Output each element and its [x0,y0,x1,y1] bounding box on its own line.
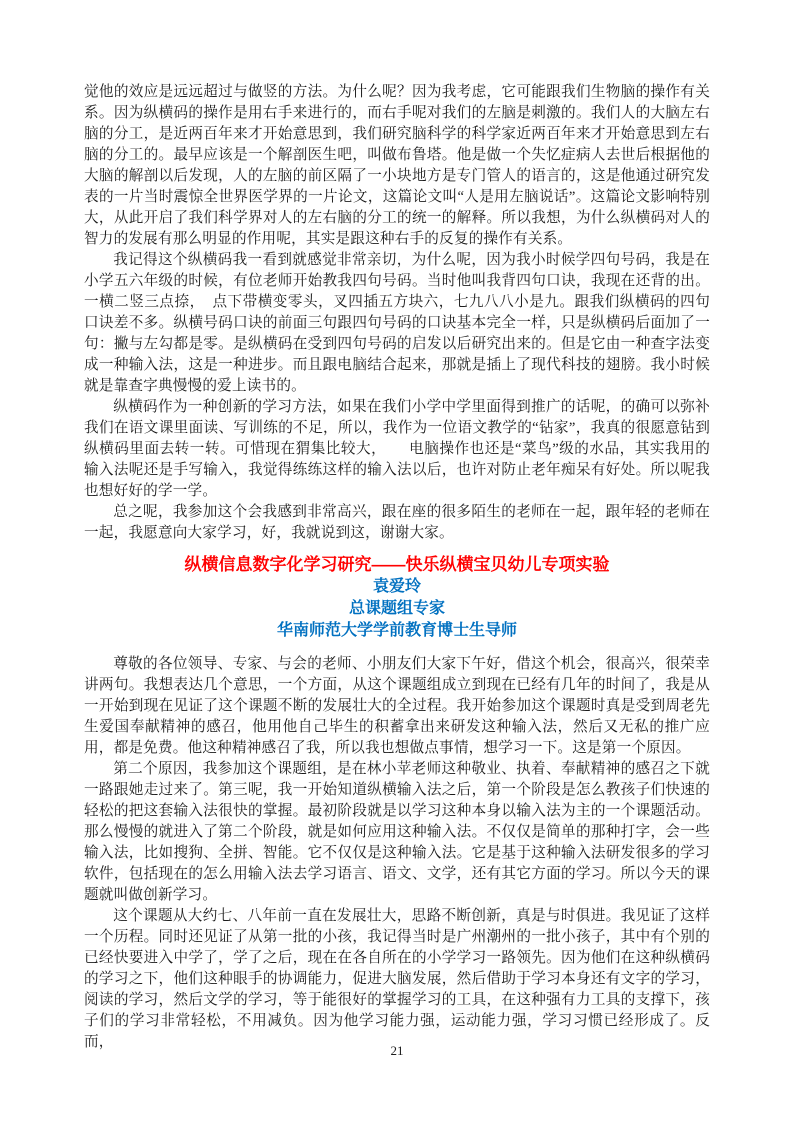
body-paragraph: 尊敬的各位领导、专家、与会的老师、小朋友们大家下午好，借这个机会，很高兴，很荣幸讲两句。我想表达几个意思，一个方面，从这个课题组成立到现在已经有几年的时间了，我是从一开始到现在见证了这个课题不断的发展壮大的全过程。我开始参加这个课题时真是受到周老先生爱国奉献精神的感召，他用他自己毕生的积蓄拿出来研发这种输入法，然后又无私的推广应用，都是免费。他这种精神感召了我，所以我也想做点事情，想学习一下。这是第一个原因。 [84,656,710,756]
body-paragraph: 总之呢，我参加这个会我感到非常高兴，跟在座的很多陌生的老师在一起，跟年轻的老师在一起，我愿意向大家学习，好，我就说到这，谢谢大家。 [84,504,710,541]
body-paragraph: 这个课题从大约七、八年前一直在发展壮大，思路不断创新，真是与时俱进。我见证了这样一个历程。同时还见证了从第一批的小孩，我记得当时是广州潮州的一批小孩子，其中有个别的已经快要进入中学了，学了之后，现在在各自所在的小学学习一路领先。因为他们在这种纵横码的学习之下，他们这种眼手的协调能力，促进大脑发展，然后借助于学习本身还有文字的学习，阅读的学习，然后文学的学习，等于能很好的掌握学习的工具，在这种强有力工具的支撑下，孩子们的学习非常轻松，不用减负。因为他学习能力强，运动能力强，学习习惯已经形成了。反而， [84,908,710,1050]
section-title: 纵横信息数字化学习研究——快乐纵横宝贝幼儿专项实验 [184,555,610,574]
body-paragraph: 纵横码作为一种创新的学习方法，如果在我们小学中学里面得到推广的话呢，的确可以弥补我们在语文课里面读、写训练的不足，所以，我作为一位语文教学的“钻家”，我真的很愿意钻到纵横码里面去转一转。可惜现在猬集比较大， 电脑操作也还是“菜鸟”级的水品，其实我用的输入法呢还是手写输入，我觉得练练这样的输入法以后，也许对防止老年痴呆有好处。所以呢我也想好好的学一学。 [84,399,710,499]
page-body [84,82,710,1053]
page-number: 21 [390,1043,404,1058]
section-heading-block [84,554,710,642]
body-paragraph: 第二个原因，我参加这个课题组，是在林小苹老师这种敬业、执着、奉献精神的感召之下就一路跟她走过来了。第三呢，我一开始知道纵横输入法之后，第一个阶段是怎么教孩子们快速的轻松的把这套输入法很快的掌握。最初阶段就是以学习这种本身以输入法为主的一个课题活动。那么慢慢的就进入了第二个阶段，就是如何应用这种输入法。不仅仅是简单的那种打字，会一些输入法，比如搜狗、全拼、智能。它不仅仅是这种输入法。它是基于这种输入法研发很多的学习软件，包括现在的怎么用输入法去学习语言、语文、文学，还有其它方面的学习。所以今天的课题就叫做创新学习。 [84,761,710,903]
author-role: 总课题组专家 [348,600,445,617]
body-paragraph: 觉他的效应是远远超过与做竖的方法。为什么呢？因为我考虑，它可能跟我们生物脑的操作有关系。因为纵横码的操作是用右手来进行的，而右手呢对我们的左脑是刺激的。我们人的大脑左右脑的分工，是近两百年来才开始意思到，我们研究脑科学的科学家近两百年来才开始意思到左右脑的分工的。最早应该是一个解剖医生吧，叫做布鲁塔。他是做一个失忆症病人去世后根据他的大脑的解剖以后发现，人的左脑的前区隔了一小块地方是专门管人的语言的，这是他通过研究发表的一片当时震惊全世界医学界的一片论文，这篇论文叫“人是用左脑说话”。这篇论文影响特别大，从此开启了我们科学界对人的左右脑的分工的统一的解释。所以我想，为什么纵横码对人的智力的发展有那么明显的作用呢，其实是跟这种右手的反复的操作有关系。 [84,84,710,247]
author-name: 袁爱玲 [372,578,421,595]
body-paragraph: 我记得这个纵横码我一看到就感觉非常亲切，为什么呢，因为我小时候学四句号码，我是在小学五六年级的时候，有位老师开始教我四句号码。当时他叫我背四句口诀，我现在还背的出。一横二竖三点捺， 点下带横变零头，叉四插五方块六，七九八八小是九。跟我们纵横码的四句口诀差不多。纵横号码口诀的前面三句跟四句号码的口诀基本完全一样，只是纵横码后面加了一句：撇与左勾都是零。是纵横码在受到四句号码的启发以后研究出来的。但是它由一种查字法变成一种输入法，这是一种进步。而且跟电脑结合起来，那就是插上了现代科技的翅膀。我小时候就是靠查字典慢慢的爱上读书的。 [84,252,710,394]
author-affiliation: 华南师范大学学前教育博士生导师 [276,622,517,639]
